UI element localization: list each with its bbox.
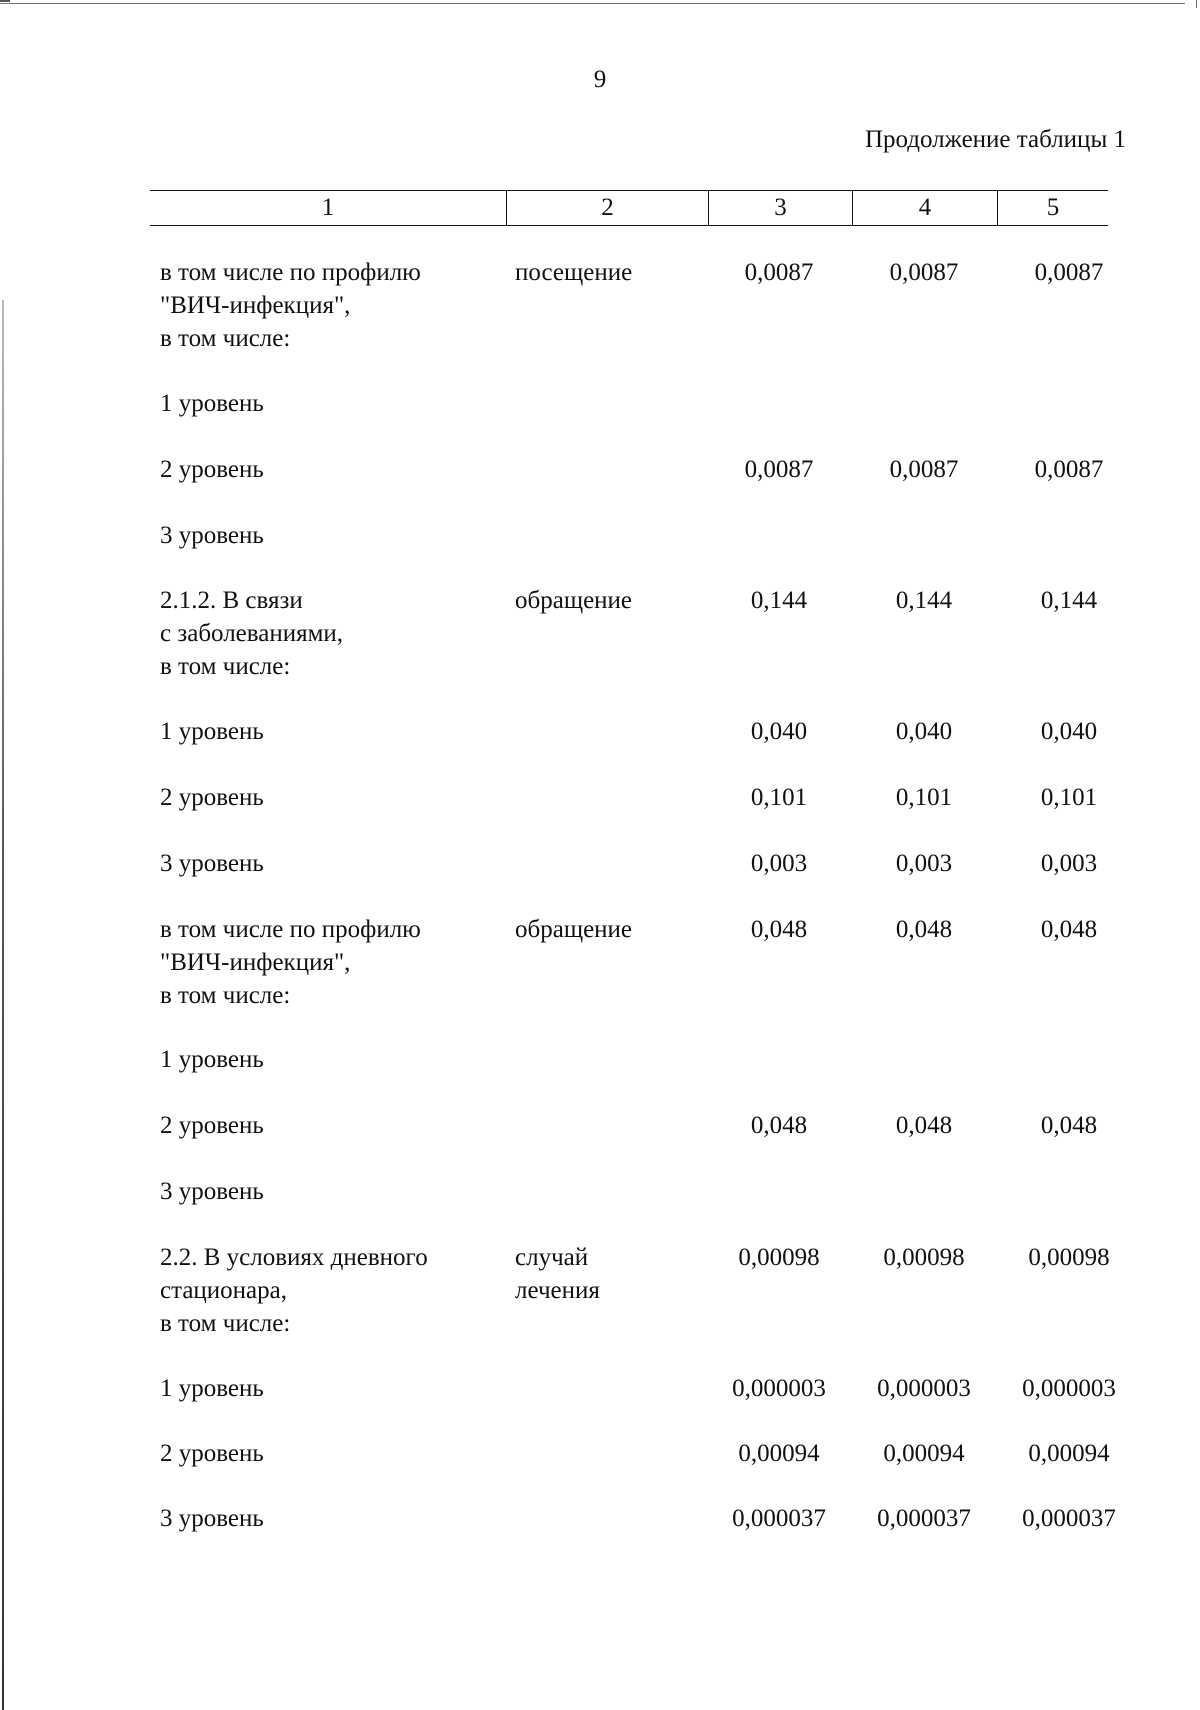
value-col4: 0,0087: [889, 259, 959, 286]
value-col3: 0,0087: [744, 259, 814, 286]
row-label: в том числе по профилю "ВИЧ-инфекция", в том числе:: [160, 916, 421, 1009]
row-label: 3 уровень: [160, 522, 264, 549]
value-col4: 0,000003: [877, 1375, 971, 1402]
row-unit: посещение: [515, 259, 633, 286]
row-label: 2.1.2. В связи с заболеваниями, в том числе:: [160, 587, 344, 680]
row-label: 2 уровень: [160, 784, 264, 811]
value-col3: 0,0087: [744, 456, 814, 483]
header-cell: 4: [852, 191, 997, 225]
value-col4: 0,101: [895, 784, 953, 811]
value-col5: 0,0087: [1034, 456, 1104, 483]
value-col3: 0,101: [750, 784, 808, 811]
value-col3: 0,048: [750, 916, 808, 943]
row-label: 1 уровень: [160, 1046, 264, 1073]
value-col4: 0,00094: [883, 1440, 965, 1467]
value-col5: 0,048: [1040, 916, 1098, 943]
row-unit: обращение: [515, 587, 633, 614]
row-label: 2 уровень: [160, 1112, 264, 1139]
page-number: 9: [593, 66, 607, 93]
value-col3: 0,144: [750, 587, 808, 614]
value-col4: 0,040: [895, 718, 953, 745]
value-col4: 0,048: [895, 1112, 953, 1139]
row-label: 2 уровень: [160, 1440, 264, 1467]
value-col3: 0,00094: [738, 1440, 820, 1467]
value-col5: 0,000037: [1022, 1505, 1116, 1532]
value-col3: 0,040: [750, 718, 808, 745]
row-label: 3 уровень: [160, 1178, 264, 1205]
row-label: в том числе по профилю "ВИЧ-инфекция", в том числе:: [160, 259, 421, 352]
value-col4: 0,0087: [889, 456, 959, 483]
value-col3: 0,048: [750, 1112, 808, 1139]
value-col5: 0,00094: [1028, 1440, 1110, 1467]
header-cell: 2: [506, 191, 708, 225]
value-col3: 0,000037: [732, 1505, 826, 1532]
row-label: 1 уровень: [160, 718, 264, 745]
row-label: 2 уровень: [160, 456, 264, 483]
header-cell: 5: [997, 191, 1108, 225]
header-cell: 1: [321, 194, 335, 221]
value-col5: 0,003: [1040, 850, 1098, 877]
row-label: 1 уровень: [160, 390, 264, 417]
value-col5: 0,040: [1040, 718, 1098, 745]
value-col4: 0,048: [895, 916, 953, 943]
table-continuation-title: Продолжение таблицы 1: [864, 126, 1126, 153]
row-label: 3 уровень: [160, 1505, 264, 1532]
value-col5: 0,0087: [1034, 259, 1104, 286]
value-col3: 0,003: [750, 850, 808, 877]
value-col5: 0,101: [1040, 784, 1098, 811]
value-col5: 0,048: [1040, 1112, 1098, 1139]
header-cell: 3: [708, 191, 852, 225]
value-col5: 0,144: [1040, 587, 1098, 614]
value-col3: 0,00098: [738, 1244, 820, 1271]
row-label: 2.2. В условиях дневного стационара, в том числе:: [160, 1244, 428, 1337]
value-col4: 0,144: [895, 587, 953, 614]
value-col5: 0,000003: [1022, 1375, 1116, 1402]
row-label: 3 уровень: [160, 850, 264, 877]
row-unit: случай лечения: [515, 1244, 600, 1304]
value-col3: 0,000003: [732, 1375, 826, 1402]
value-col4: 0,00098: [883, 1244, 965, 1271]
row-unit: обращение: [515, 916, 633, 943]
value-col4: 0,003: [895, 850, 953, 877]
row-label: 1 уровень: [160, 1375, 264, 1402]
value-col5: 0,00098: [1028, 1244, 1110, 1271]
value-col4: 0,000037: [877, 1505, 971, 1532]
